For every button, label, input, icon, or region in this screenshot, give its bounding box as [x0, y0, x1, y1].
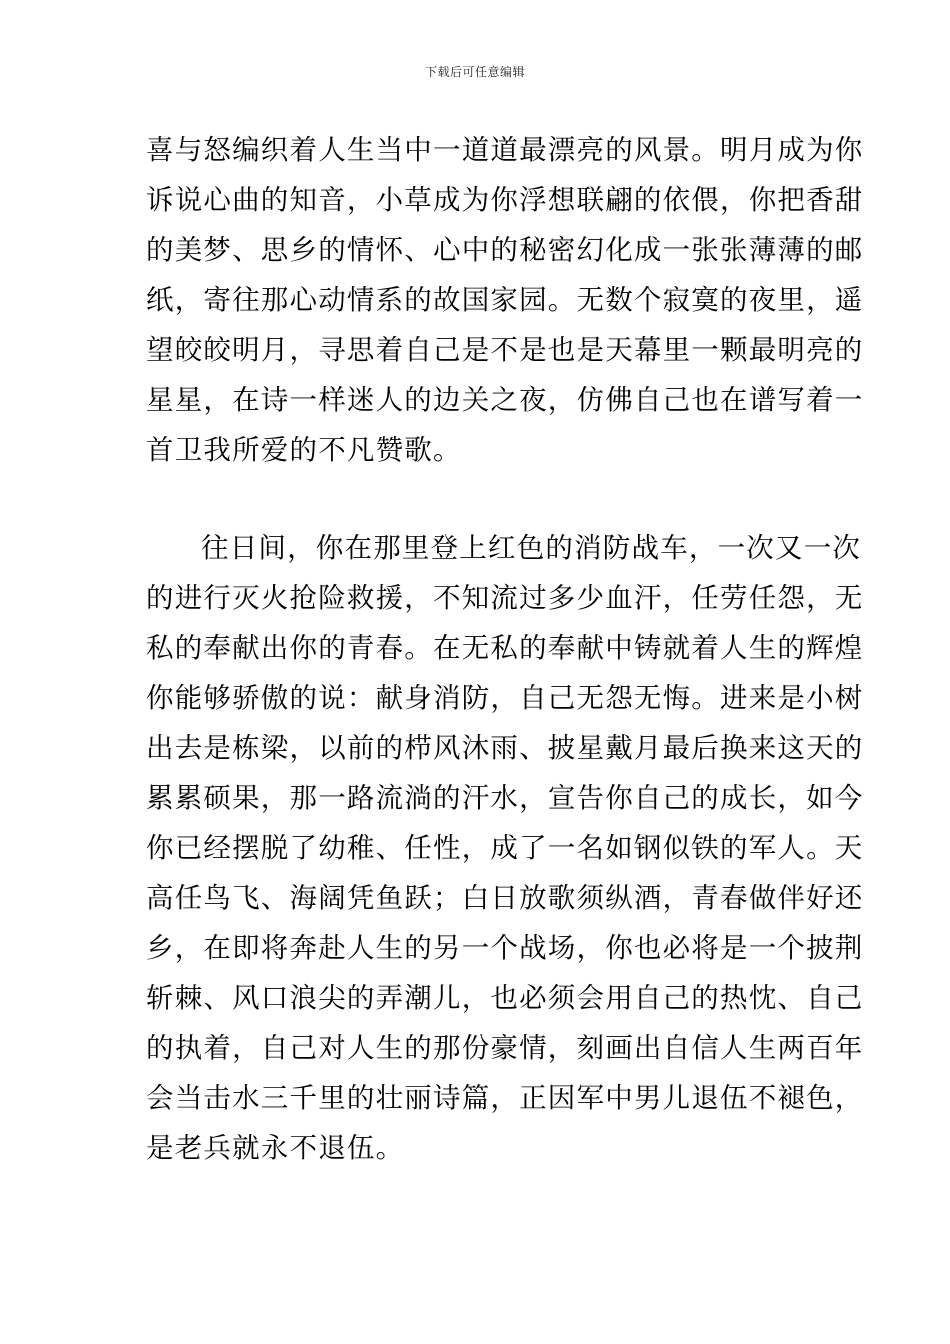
text-line: 纸，寄往那心动情系的故国家园。无数个寂寞的夜里，遥 [146, 284, 864, 316]
text-line: 星星，在诗一样迷人的边关之夜，仿佛自己也在谱写着一 [146, 384, 864, 416]
paragraph-1 [146, 125, 864, 475]
text-line: 乡，在即将奔赴人生的另一个战场，你也必将是一个披荆 [146, 932, 864, 964]
text-line: 的进行灭火抢险救援，不知流过多少血汗，任劳任怨，无 [146, 582, 864, 614]
text-line: 的执着，自己对人生的那份豪情，刻画出自信人生两百年 [146, 1032, 864, 1064]
text-line: 喜与怒编织着人生当中一道道最漂亮的风景。明月成为你 [146, 134, 864, 166]
text-line: 你已经摆脱了幼稚、任性，成了一名如钢似铁的军人。天 [146, 832, 864, 864]
page-header: 下载后可任意编辑 [424, 65, 525, 79]
text-line-indented: 往日间，你在那里登上红色的消防战车，一次又一次 [201, 532, 862, 564]
text-line: 高任鸟飞、海阔凭鱼跃；白日放歌须纵酒，青春做伴好还 [146, 882, 864, 914]
text-line: 私的奉献出你的青春。在无私的奉献中铸就着人生的辉煌 [146, 632, 864, 664]
text-line: 斩棘、风口浪尖的弄潮儿，也必须会用自己的热忱、自己 [146, 982, 864, 1014]
text-line: 首卫我所爱的不凡赞歌。 [146, 434, 462, 466]
text-line: 会当击水三千里的壮丽诗篇，正因军中男儿退伍不褪色， [146, 1082, 864, 1114]
text-line: 的美梦、思乡的情怀、心中的秘密幻化成一张张薄薄的邮 [146, 234, 864, 266]
text-line: 诉说心曲的知音，小草成为你浮想联翩的依偎，你把香甜 [146, 184, 864, 216]
text-line: 出去是栋梁，以前的栉风沐雨、披星戴月最后换来这天的 [146, 732, 864, 764]
text-line: 累累硕果，那一路流淌的汗水，宣告你自己的成长，如今 [146, 782, 864, 814]
text-line: 望皎皎明月，寻思着自己是不是也是天幕里一颗最明亮的 [146, 334, 864, 366]
paragraph-2 [146, 523, 864, 1173]
text-line: 你能够骄傲的说：献身消防，自己无怨无悔。进来是小树 [146, 682, 864, 714]
text-line: 是老兵就永不退伍。 [146, 1132, 405, 1164]
